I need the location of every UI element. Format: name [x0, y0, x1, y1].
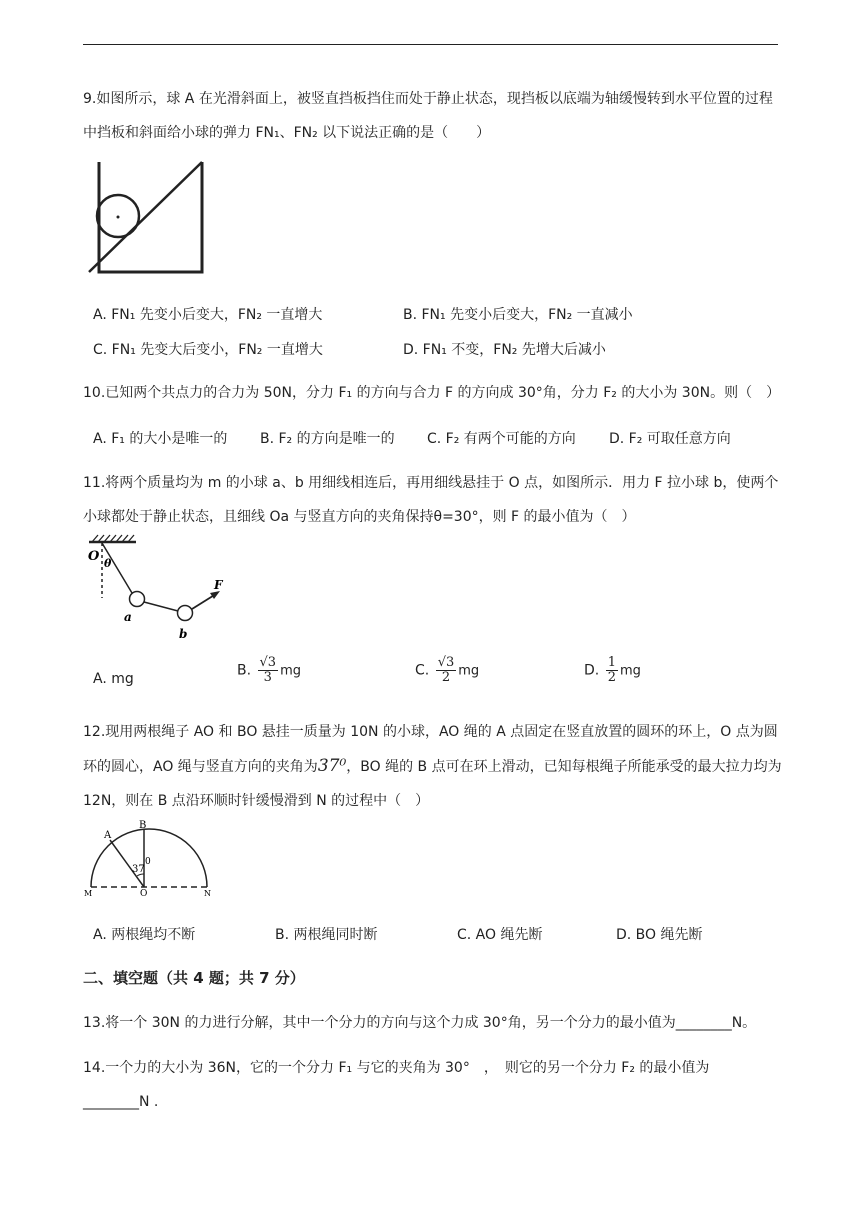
q10-option-a: A. F₁ 的大小是唯一的 [93, 431, 228, 447]
q12-label-m: M [84, 889, 93, 898]
fraction-sqrt3-over-2: $\frac{√3}{2}$ [437, 655, 455, 685]
q12-label-angle: 37 [132, 864, 145, 875]
q11-label-theta: θ [104, 557, 112, 570]
q11-label-b: b [179, 627, 188, 641]
q12-option-d: D. BO 绳先断 [616, 927, 703, 943]
q12-option-c: C. AO 绳先断 [457, 927, 543, 943]
q11-option-a: A. mg [93, 671, 134, 687]
q12-option-b: B. 两根绳同时断 [275, 927, 378, 943]
q10-option-d: D. F₂ 可取任意方向 [609, 431, 731, 447]
q12-label-o: O [140, 889, 148, 898]
question-9-text: 9.如图所示，球 A 在光滑斜面上，被竖直挡板挡住而处于静止状态，现挡板以底端为轴缓慢转到水平位置的过程中挡板和斜面给小球的弹力 FN₁、FN₂ 以下说法正确的是（ ） [83, 91, 773, 141]
q12-label-b: B [139, 820, 147, 831]
question-9-figure [84, 160, 204, 276]
section-2-title: 二、填空题（共 4 题；共 7 分） [83, 969, 305, 987]
q12-label-a: A [104, 830, 112, 841]
header-rule [83, 44, 778, 45]
q9-option-a: A. FN₁ 先变小后变大，FN₂ 一直增大 [93, 307, 323, 323]
q12-angle: 37⁰ [317, 756, 347, 776]
question-11-figure [84, 534, 244, 644]
question-12-figure [84, 818, 214, 898]
question-11-text: 11.将两个质量均为 m 的小球 a、b 用细线相连后，再用细线悬挂于 O 点，如图所示．用力 F 拉小球 b，使两个小球都处于静止状态，且细线 Oa 与竖直方向的夹角保持θ=30°，则 F 的最小值为（ ） [83, 475, 779, 525]
q11-option-b: B. $\frac{√3}{3}$ mg [237, 655, 301, 685]
q11-label-f: F [214, 578, 223, 592]
q9-option-c: C. FN₁ 先变大后变小，FN₂ 一直增大 [93, 342, 323, 358]
q11-label-o: O [88, 549, 100, 564]
q12-label-n: N [204, 889, 211, 898]
q9-option-d: D. FN₁ 不变，FN₂ 先增大后减小 [403, 342, 606, 358]
q11-option-d: D. $\frac{1}{2}$ mg [584, 655, 641, 685]
question-10-text: 10.已知两个共点力的合力为 50N，分力 F₁ 的方向与合力 F 的方向成 30°角，分力 F₂ 的大小为 30N。则（ ） [83, 385, 781, 401]
question-12-text: 12.现用两根绳子 AO 和 BO 悬挂一质量为 10N 的小球，AO 绳的 A 点固定在竖直放置的圆环的环上，O 点为圆环的圆心，AO 绳与竖直方向的夹角为37⁰，BO 绳的 B 点可在环上滑动，已知每根绳子所能承受的最大拉力均为 12N，则在 B 点沿环顺时针缓慢滑到 N 的过程中（ ） [83, 724, 782, 809]
q11-label-a: a [124, 610, 132, 624]
q12-option-a: A. 两根绳均不断 [93, 927, 196, 943]
q10-option-c: C. F₂ 有两个可能的方向 [427, 431, 576, 447]
question-13-text: 13.将一个 30N 的力进行分解，其中一个分力的方向与这个力成 30°角，另一个分力的最小值为________N。 [83, 1015, 757, 1031]
q12-label-o-vertical: 0 [145, 857, 151, 867]
question-14-text: 14.一个力的大小为 36N，它的一个分力 F₁ 与它的夹角为 30° ， 则它的另一个分力 F₂ 的最小值为 ________N . [83, 1060, 710, 1110]
fraction-sqrt3-over-3: $\frac{√3}{3}$ [259, 655, 277, 685]
fraction-one-half: $\frac{1}{2}$ [607, 655, 616, 685]
q9-option-b: B. FN₁ 先变小后变大，FN₂ 一直减小 [403, 307, 633, 323]
q11-option-c: C. $\frac{√3}{2}$ mg [415, 655, 480, 685]
q10-option-b: B. F₂ 的方向是唯一的 [260, 431, 395, 447]
